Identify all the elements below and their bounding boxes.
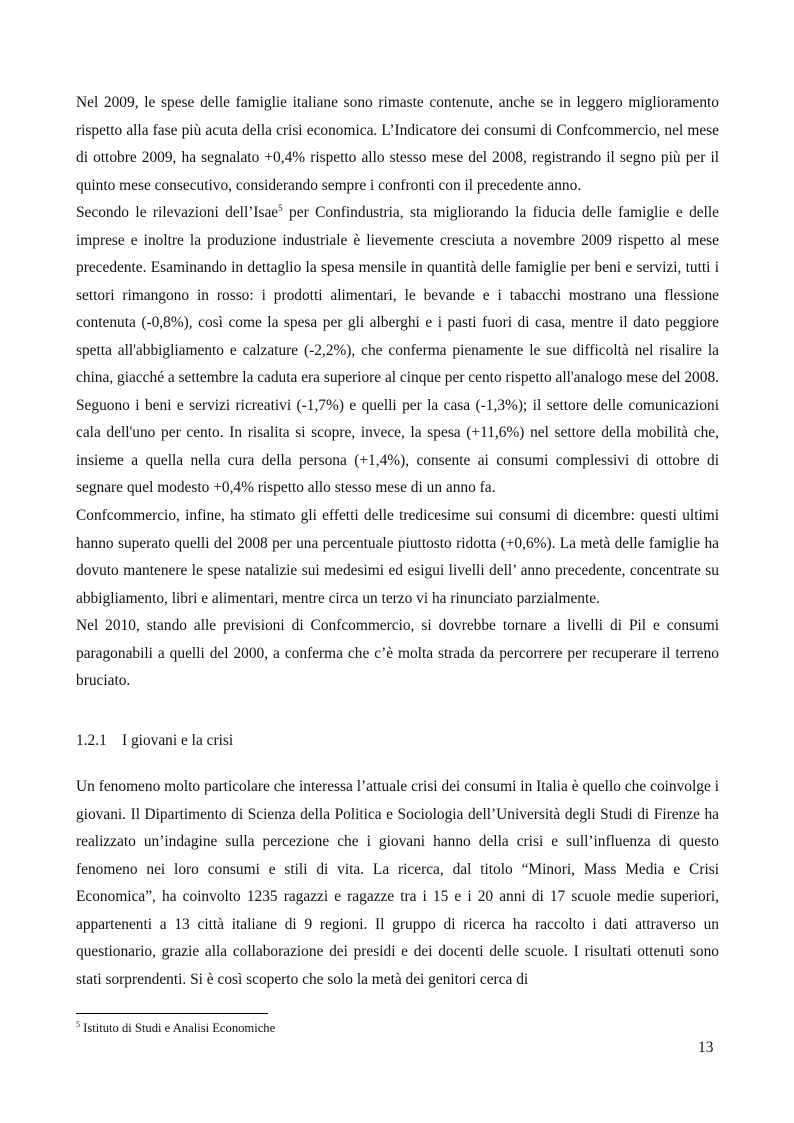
page-number: 13 xyxy=(698,1039,714,1056)
section-heading xyxy=(76,729,233,753)
paragraph-consumi-2009: Nel 2009, le spese delle famiglie italiane sono rimaste contenute, anche se in leggero miglioramento rispetto alla fase più acuta della crisi economica. L’Indicatore dei consumi di Confcommercio, nel mese di ottobre 2009, ha segnalato +0,4% rispetto allo stesso mese del 2008, registrando il segno più per il quinto mese consecutivo, considerando sempre i confronti con il precedente anno. xyxy=(76,94,719,194)
footnote xyxy=(76,1019,275,1037)
paragraph-rilevazioni-isae xyxy=(76,199,719,502)
footnote-separator xyxy=(76,1013,268,1014)
paragraph-text-before-ref: Secondo le rilevazioni dell’Isae xyxy=(76,204,279,221)
footnote-reference: 5 xyxy=(278,203,283,213)
footnote-text: Istituto di Studi e Analisi Economiche xyxy=(80,1021,276,1035)
section-title: I giovani e la crisi xyxy=(122,732,234,749)
footnote-marker: 5 xyxy=(76,1020,80,1029)
section-number: 1.2.1 xyxy=(76,732,107,749)
paragraph-text-after-ref: per Confindustria, sta migliorando la fiducia delle famiglie e delle imprese e inoltre la produzione industriale è lievemente cresciuta a novembre 2009 rispetto al mese precedente. Esaminando in dettaglio la spesa mensile in quantità delle famiglie per beni e servizi, tutti i settori rimangono in rosso: i prodotti alimentari, le bevande e i tabacchi mostrano una flessione contenuta (-0,8%), così come la spesa per gli alberghi e i pasti fuori di casa, mentre il dato peggiore spetta all'abbigliamento e calzature (-2,2%), che conferma pienamente le sue difficoltà nel risalire la china, giacché a settembre la caduta era superiore al cinque per cento rispetto all'analogo mese del 2008. Seguono i beni e servizi ricreativi (-1,7%) e quelli per la casa (-1,3%); il settore delle comunicazioni cala dell'uno per cento. In risalita si scopre, invece, la spesa (+11,6%) nel settore della mobilità che, insieme a quella nella cura della persona (+1,4%), consente ai consumi complessivi di ottobre di segnare quel modesto +0,4% rispetto allo stesso mese di un anno fa. xyxy=(76,204,719,496)
paragraph-previsioni-2010: Nel 2010, stando alle previsioni di Confcommercio, si dovrebbe tornare a livelli di Pil e consumi paragonabili a quelli del 2000, a conferma che c’è molta strada da percorrere per recuperare il terreno bruciato. xyxy=(76,617,719,689)
paragraph-tredicesime: Confcommercio, infine, ha stimato gli effetti delle tredicesime sui consumi di dicembre: questi ultimi hanno superato quelli del 2008 per una percentuale piuttosto ridotta (+0,6%). La metà delle famiglie ha dovuto mantenere le spese natalizie sui medesimi ed esigui livelli dell’ anno precedente, concentrate su abbigliamento, libri e alimentari, mentre circa un terzo vi ha rinunciato parzialmente. xyxy=(76,507,719,607)
paragraph-giovani-crisi: Un fenomeno molto particolare che interessa l’attuale crisi dei consumi in Italia è quello che coinvolge i giovani. Il Dipartimento di Scienza della Politica e Sociologia dell’Università degli Studi di Firenze ha realizzato un’indagine sulla percezione che i giovani hanno della crisi e sull’influenza di questo fenomeno nei loro consumi e stili di vita. La ricerca, dal titolo “Minori, Mass Media e Crisi Economica”, ha coinvolto 1235 ragazzi e ragazze tra i 15 e i 20 anni di 17 scuole medie superiori, appartenenti a 13 città italiane di 9 regioni. Il gruppo di ricerca ha raccolto i dati attraverso un questionario, grazie alla collaborazione dei presidi e dei docenti delle scuole. I risultati ottenuti sono stati sorprendenti. Si è così scoperto che solo la metà dei genitori cerca di xyxy=(76,778,719,988)
